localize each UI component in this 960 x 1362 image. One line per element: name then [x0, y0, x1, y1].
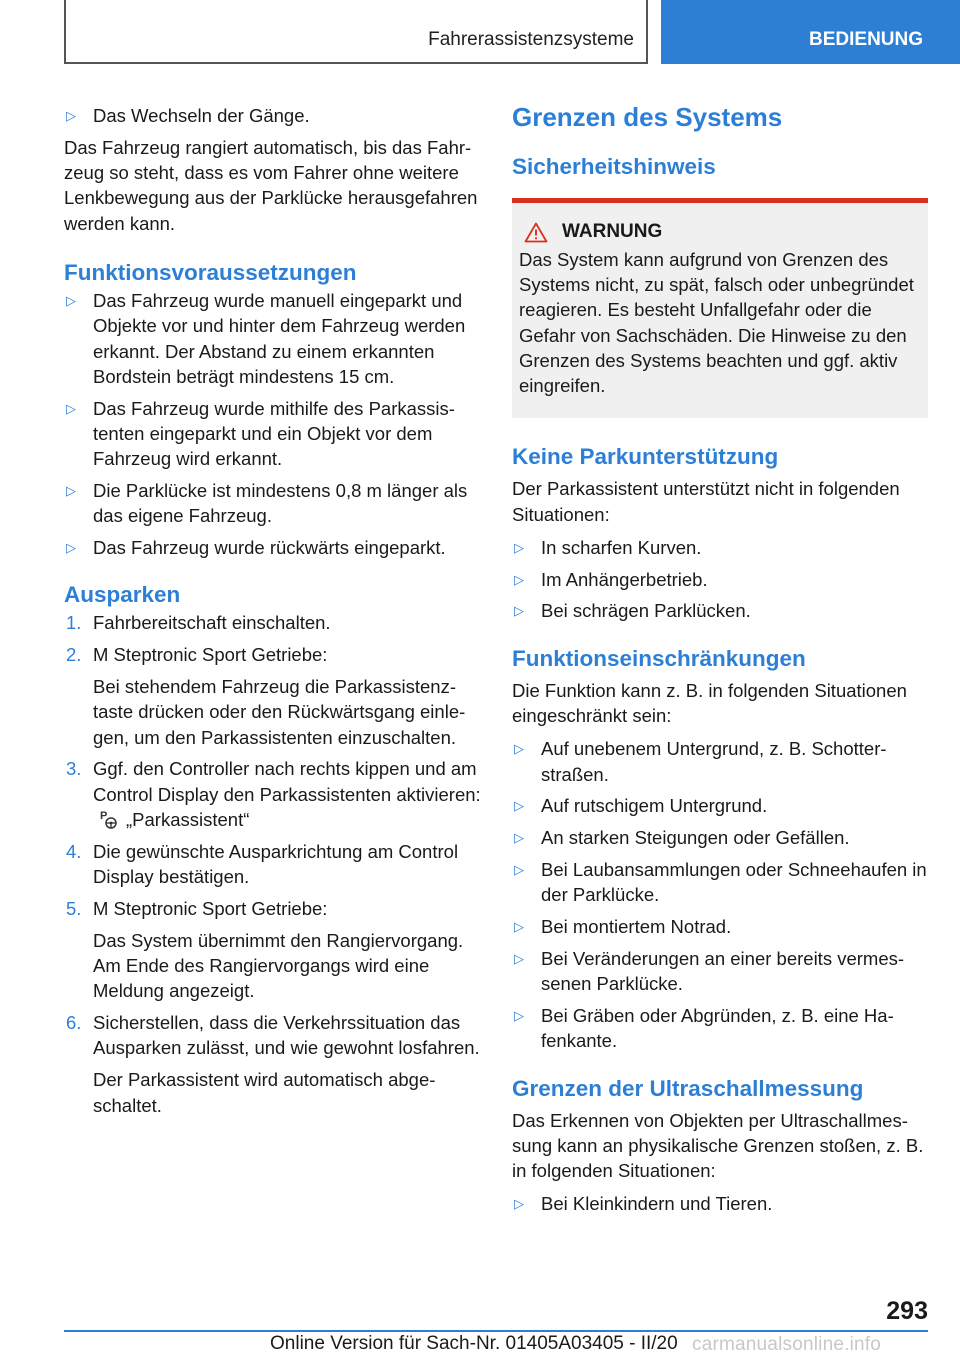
- list-item-text: Im Anhängerbetrieb.: [541, 568, 708, 590]
- list-item-text: Das Fahrzeug wurde rückwärts eingeparkt.: [93, 537, 446, 559]
- list-item-text: Bei Laubansammlungen oder Schneehaufen in der Parklücke.: [541, 858, 927, 906]
- list-item-text: Bei Gräben oder Abgründen, z. B. eine Hafenkante.: [541, 1004, 894, 1052]
- header-chapter-label: BEDIENUNG: [809, 29, 924, 50]
- list-item-text: Das Wechseln der Gänge.: [93, 105, 310, 126]
- list-item-text: Die Parklücke ist mindestens 0,8 m länger als das eigene Fahrzeug.: [93, 480, 468, 527]
- step-text: Fahrbereitschaft einschalten.: [93, 612, 331, 634]
- list-item: [64, 288, 484, 389]
- warning-header: [519, 221, 920, 243]
- keine-list: [512, 535, 928, 624]
- footer-online-version: Online Version für Sach-Nr. 01405A03405 - II/20: [270, 1333, 678, 1354]
- warning-text: Das System kann aufgrund von Grenzen des Systems nicht, zu spät, falsch oder unbegründet reagieren. Es besteht Unfallgefahr oder die Gefahr von Sachschäden. Die Hinweise zu den Grenzen des Systems beachten und ggf. aktiv eingreifen.: [519, 249, 914, 397]
- list-item-text: Auf rutschigem Untergrund.: [541, 795, 768, 817]
- header-chapter-tab: [661, 0, 960, 64]
- step-number: 6.: [66, 1012, 82, 1034]
- park-assist-icon: [100, 809, 118, 829]
- bullet-triangle-icon: ▷: [514, 571, 524, 587]
- step-item: [64, 1010, 484, 1118]
- heading-grenzen-des-systems: Grenzen des Systems: [512, 102, 783, 132]
- list-item: [64, 535, 484, 560]
- right-column: [512, 100, 928, 1223]
- list-item: [64, 396, 484, 472]
- step-subtext: Das System übernimmt den Rangiervorgang. Am Ende des Rangiervorgangs wird eine Meldung angezeigt.: [93, 929, 464, 1002]
- warning-triangle-icon: [524, 222, 548, 243]
- step-subtext: Bei stehendem Fahrzeug die Parkassistenztaste drücken oder den Rückwärtsgang einlegen, um den Parkassistenten einzuschalten.: [93, 676, 466, 748]
- header-section-title: Fahrerassistenzsysteme: [428, 29, 634, 50]
- requirements-list: [64, 288, 484, 560]
- step-item: [64, 610, 484, 635]
- bullet-triangle-icon: ▷: [514, 950, 524, 966]
- list-item: [512, 567, 928, 592]
- header-section-box: [64, 0, 648, 64]
- list-item-text: Auf unebenem Untergrund, z. B. Schotterstraßen.: [541, 738, 887, 785]
- ausparken-steps: [64, 610, 484, 1117]
- list-item: [512, 1191, 928, 1216]
- step-item: [64, 756, 484, 832]
- list-item: [512, 825, 928, 850]
- intro-paragraph: Das Fahrzeug rangiert automatisch, bis das Fahrzeug so steht, dass es vom Fahrer ohne weitere Lenkbewegung aus der Parklücke herausgefahren werden kann.: [64, 136, 478, 234]
- step-text: M Steptronic Sport Getriebe:: [93, 897, 328, 919]
- step-item: [64, 896, 484, 1004]
- list-item: [512, 793, 928, 818]
- list-item-text: Das Fahrzeug wurde manuell eingeparkt und Objekte vor und hinter dem Fahrzeug werden erkannt. Der Abstand zu einem erkannten Bordstein beträgt mindestens 15 cm.: [93, 289, 466, 387]
- ultraschall-intro: Das Erkennen von Objekten per Ultraschallmessung kann an physikalische Grenzen stoßen, z. B. in folgenden Situationen:: [512, 1109, 924, 1182]
- step-number: 2.: [66, 644, 82, 666]
- bullet-triangle-icon: ▷: [514, 861, 524, 877]
- step-number: 1.: [66, 612, 82, 634]
- page-number: 293: [886, 1297, 928, 1325]
- ultraschall-list: [512, 1191, 928, 1216]
- bullet-triangle-icon: ▷: [514, 603, 524, 619]
- intro-bullet-list: [64, 103, 484, 128]
- list-item-text: Das Fahrzeug wurde mithilfe des Parkassistenten eingeparkt und ein Objekt vor dem Fahrzeug wird erkannt.: [93, 397, 455, 470]
- bullet-triangle-icon: ▷: [514, 741, 524, 757]
- list-item-text: Bei schrägen Parklücken.: [541, 600, 751, 622]
- heading-funktionsvoraussetzungen: Funktionsvoraussetzungen: [64, 259, 357, 285]
- step-item: [64, 642, 484, 750]
- step-item: [64, 839, 484, 890]
- list-item-text: Bei Kleinkindern und Tieren.: [541, 1193, 773, 1215]
- footer-divider: [64, 1330, 928, 1332]
- list-item: [512, 857, 928, 908]
- list-item: [512, 736, 928, 787]
- list-item-text: In scharfen Kurven.: [541, 536, 702, 558]
- heading-ausparken: Ausparken: [64, 582, 181, 608]
- step-text: Sicherstellen, dass die Verkehrssituation das Ausparken zulässt, und wie gewohnt losfahren.: [93, 1012, 480, 1059]
- bullet-triangle-icon: ▷: [66, 292, 76, 308]
- step-text-menu: „Parkassistent“: [126, 809, 250, 831]
- bullet-triangle-icon: ▷: [514, 798, 524, 814]
- list-item-text: Bei montiertem Notrad.: [541, 916, 732, 938]
- step-text: Die gewünschte Ausparkrichtung am Control Display bestätigen.: [93, 840, 459, 888]
- bullet-triangle-icon: ▷: [514, 919, 524, 935]
- bullet-triangle-icon: ▷: [514, 830, 524, 846]
- bullet-triangle-icon: ▷: [66, 483, 76, 499]
- keine-intro: Der Parkassistent unterstützt nicht in folgenden Situationen:: [512, 478, 900, 525]
- list-item: [64, 478, 484, 529]
- step-number: 4.: [66, 840, 82, 862]
- warning-box: [512, 198, 928, 418]
- list-item: [512, 946, 928, 997]
- left-column: [64, 103, 484, 1124]
- heading-keine-parkunterstuetzung: Keine Parkunterstützung: [512, 444, 779, 470]
- list-item: [512, 914, 928, 939]
- bullet-triangle-icon: ▷: [66, 108, 76, 123]
- watermark: carmanualsonline.info: [692, 1334, 882, 1355]
- svg-text:P: P: [100, 810, 108, 823]
- list-item-text: An starken Steigungen oder Gefällen.: [541, 827, 850, 849]
- heading-sicherheitshinweis: Sicherheitshinweis: [512, 154, 716, 179]
- step-subtext: Der Parkassistent wird automatisch abgeschaltet.: [93, 1069, 436, 1116]
- step-number: 5.: [66, 897, 82, 919]
- bullet-triangle-icon: ▷: [66, 400, 76, 416]
- einschraenkungen-intro: Die Funktion kann z. B. in folgenden Situationen eingeschränkt sein:: [512, 679, 907, 726]
- step-text: Ggf. den Controller nach rechts kippen und am Control Display den Parkassistenten aktivieren:: [93, 758, 481, 805]
- list-item: [512, 1003, 928, 1054]
- step-number: 3.: [66, 758, 82, 780]
- einschraenkungen-list: [512, 736, 928, 1053]
- warning-label: WARNUNG: [562, 221, 663, 242]
- bullet-triangle-icon: ▷: [514, 1196, 524, 1212]
- list-item: [512, 598, 928, 623]
- list-item-text: Bei Veränderungen an einer bereits vermessenen Parklücke.: [541, 947, 905, 995]
- step-text: M Steptronic Sport Getriebe:: [93, 644, 328, 666]
- heading-grenzen-ultraschallmessung: Grenzen der Ultraschallmessung: [512, 1075, 864, 1101]
- bullet-triangle-icon: ▷: [514, 539, 524, 555]
- list-item: [64, 103, 484, 128]
- list-item: [512, 535, 928, 560]
- bullet-triangle-icon: ▷: [66, 540, 76, 556]
- bullet-triangle-icon: ▷: [514, 1007, 524, 1023]
- heading-funktionseinschraenkungen: Funktionseinschränkungen: [512, 645, 806, 671]
